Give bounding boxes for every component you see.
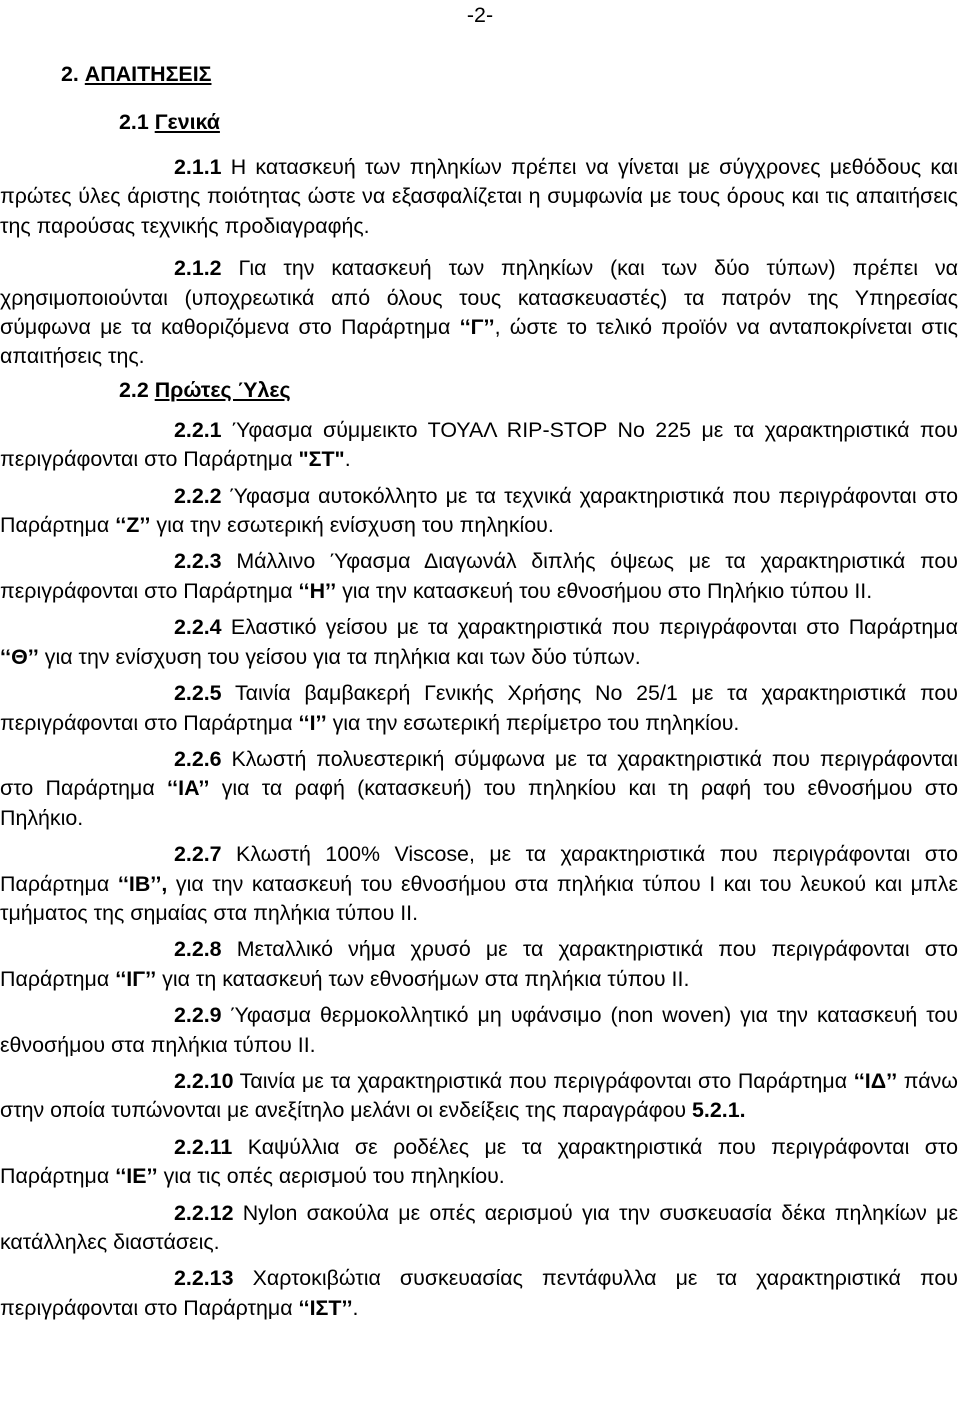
paragraph-indent <box>0 549 174 573</box>
subsection-title: Γενικά <box>154 110 220 134</box>
numbered-paragraph <box>0 1133 958 1192</box>
section-title: ΑΠΑΙΤΗΣΕΙΣ <box>84 62 212 86</box>
document-body <box>0 57 958 1323</box>
numbered-paragraph <box>0 1199 958 1258</box>
paragraph-text: Ύφασμα θερμοκολλητικό μη υφάνσιμο (non woven) για την κατασκευή του εθνοσήμου στα πηλήκια τύπου ΙΙ. <box>0 1003 958 1057</box>
paragraph-indent <box>0 1069 174 1093</box>
paragraph-text-continued: για τα ραφή (κατασκευή) του πηληκίου και τη ραφή του εθνοσήμου στο Πηλήκιο. <box>0 776 958 830</box>
paragraph-text: Μάλλινο Ύφασμα Διαγωνάλ διπλής όψεως με τα χαρακτηριστικά που περιγράφονται στο Παράρτημα <box>0 549 959 603</box>
paragraph-text: Κλωστή πολυεστερική σύμφωνα με τα χαρακτηριστικά που περιγράφονται στο Παράρτημα <box>0 746 958 801</box>
annex-reference: ‘‘Ι’’ <box>298 710 327 735</box>
numbered-paragraph <box>0 745 958 833</box>
paragraph-text: Κλωστή 100% Viscose, με τα χαρακτηριστικά που περιγράφονται στο Παράρτημα <box>0 842 958 896</box>
numbered-paragraph <box>0 547 958 606</box>
paragraph-number: 2.1.1 <box>174 155 222 179</box>
general-requirements-list <box>0 153 958 372</box>
paragraph-number: 2.2.12 <box>174 1200 234 1225</box>
numbered-paragraph <box>0 153 958 241</box>
numbered-paragraph <box>0 1264 958 1323</box>
paragraph-indent <box>0 484 174 508</box>
numbered-paragraph <box>0 840 958 928</box>
numbered-paragraph <box>0 1001 958 1060</box>
paragraph-reference: 5.2.1. <box>692 1098 746 1123</box>
annex-reference: ‘‘ΙΕ’’ <box>115 1164 158 1189</box>
subsection-title: Πρώτες Ύλες <box>154 377 291 402</box>
numbered-paragraph <box>0 935 958 994</box>
paragraph-text-continued: για τη κατασκευή των εθνοσήμων στα πηλήκια τύπου ΙΙ. <box>162 966 690 991</box>
annex-reference: ‘‘ΙΓ’’ <box>115 966 157 991</box>
paragraph-indent <box>0 155 174 179</box>
paragraph-number: 2.2.3 <box>174 549 222 574</box>
paragraph-text: Για την κατασκευή των πηληκίων (και των δύο τύπων) πρέπει να χρησιμοποιούνται (υποχρεωτικά από όλους τους κατασκευαστές) τα πατρόν της Υπηρεσίας σύμφωνα με τα καθοριζόμενα στο Παράρτημα <box>0 256 958 340</box>
paragraph-number: 2.2.9 <box>174 1003 222 1028</box>
paragraph-text: Καψύλλια σε ροδέλες με τα χαρακτηριστικά που περιγράφονται στο Παράρτημα <box>0 1134 958 1189</box>
annex-reference: ‘‘ΙΑ’’ <box>167 776 210 801</box>
paragraph-number: 2.2.2 <box>174 483 222 508</box>
annex-reference: ‘‘ΙΒ’’, <box>117 871 168 896</box>
numbered-paragraph <box>0 482 958 541</box>
paragraph-text-continued: για την κατασκευή του εθνοσήμου στα πηλήκια τύπου Ι και του λευκού και μπλε τμήματος της σημαίας στα πηλήκια τύπου ΙΙ. <box>0 871 958 925</box>
paragraph-number: 2.2.11 <box>174 1134 233 1159</box>
paragraph-text-continued: . <box>352 1295 359 1320</box>
section-heading <box>0 57 958 91</box>
paragraph-indent <box>0 842 174 866</box>
annex-reference: ‘‘ΙΣΤ’’ <box>298 1295 353 1320</box>
paragraph-indent <box>0 747 174 771</box>
paragraph-text: Μεταλλικό νήμα χρυσό με τα χαρακτηριστικά που περιγράφονται στο Παράρτημα <box>0 937 958 991</box>
subsection-heading-materials <box>0 373 958 407</box>
paragraph-number: 2.2.4 <box>174 615 222 640</box>
annex-reference: ‘‘Ζ’’ <box>115 513 151 538</box>
paragraph-indent <box>0 1266 174 1290</box>
paragraph-indent <box>0 937 174 961</box>
paragraph-text: Ύφασμα αυτοκόλλητο με τα τεχνικά χαρακτηριστικά που περιγράφονται στο Παράρτημα <box>0 483 958 538</box>
paragraph-text: Χαρτοκιβώτια συσκευασίας πεντάφυλλα με τα χαρακτηριστικά που περιγράφονται στο Παράρτημα <box>0 1266 958 1320</box>
paragraph-text-continued: για την ενίσχυση του γείσου για τα πηλήκια και των δύο τύπων. <box>44 644 641 669</box>
annex-reference: "ΣΤ" <box>298 447 345 472</box>
annex-reference: ‘‘ΙΔ’’ <box>853 1068 898 1093</box>
paragraph-number: 2.2.5 <box>174 681 222 706</box>
materials-list <box>0 416 958 1323</box>
numbered-paragraph <box>0 416 958 475</box>
paragraph-number: 2.2.10 <box>174 1068 234 1093</box>
paragraph-text: Ταινία βαμβακερή Γενικής Χρήσης Νο 25/1 με τα χαρακτηριστικά που περιγράφονται στο Παράρτημα <box>0 681 959 735</box>
paragraph-text-continued: πάνω στην οποία τυπώνονται με ανεξίτηλο μελάνι οι ενδείξεις της παραγράφου <box>0 1068 958 1123</box>
paragraph-indent <box>0 1201 174 1225</box>
subsection-number: 2.2 <box>119 377 149 402</box>
subsection-heading-general <box>0 105 958 139</box>
subsection-number: 2.1 <box>119 110 149 134</box>
annex-reference: ‘‘Γ’’ <box>459 315 495 340</box>
annex-reference: ‘‘Θ’’ <box>0 644 39 669</box>
paragraph-indent <box>0 1135 174 1159</box>
numbered-paragraph <box>0 254 958 372</box>
paragraph-indent <box>0 418 174 442</box>
page-number: -2- <box>466 3 494 27</box>
paragraph-text: Ελαστικό γείσου με τα χαρακτηριστικά που περιγράφονται στο Παράρτημα <box>230 615 958 640</box>
paragraph-text-continued: για την εσωτερική ενίσχυση του πηληκίου. <box>156 513 554 538</box>
paragraph-text: Η κατασκευή των πηληκίων πρέπει να γίνεται με σύγχρονες μεθόδους και πρώτες ύλες άριστης ποιότητας ώστε να εξασφαλίζεται η συμφωνία με τους όρους και τις απαιτήσεις της παρούσας τεχνικής προδιαγραφής. <box>0 155 958 238</box>
paragraph-text: Ταινία με τα χαρακτηριστικά που περιγράφονται στο Παράρτημα <box>239 1068 848 1093</box>
numbered-paragraph <box>0 1067 958 1126</box>
paragraph-indent <box>0 1003 174 1027</box>
paragraph-text-continued: , ώστε το τελικό προϊόν να ανταποκρίνεται στις απαιτήσεις της. <box>0 315 958 369</box>
paragraph-indent <box>0 615 174 639</box>
paragraph-number: 2.2.8 <box>174 937 222 962</box>
paragraph-number: 2.2.1 <box>174 417 222 442</box>
paragraph-number: 2.1.2 <box>174 256 222 281</box>
paragraph-text-continued: για τις οπές αερισμού του πηληκίου. <box>163 1164 505 1189</box>
paragraph-number: 2.2.13 <box>174 1266 234 1291</box>
paragraph-text-continued: . <box>344 447 351 472</box>
paragraph-text-continued: για την κατασκευή του εθνοσήμου στο Πηλήκιο τύπου ΙΙ. <box>342 578 873 603</box>
numbered-paragraph <box>0 613 958 672</box>
paragraph-text: Ύφασμα σύμμεικτο ΤΟΥΑΛ RIP-STOP No 225 με τα χαρακτηριστικά που περιγράφονται στο Παράρτημα <box>0 417 958 472</box>
numbered-paragraph <box>0 679 958 738</box>
paragraph-text-continued: για την εσωτερική περίμετρο του πηληκίου. <box>332 710 740 735</box>
paragraph-indent <box>0 256 174 280</box>
section-number: 2. <box>61 62 79 86</box>
paragraph-text: Nylon σακούλα με οπές αερισμού για την συσκευασία δέκα πηληκίων με κατάλληλες διαστάσεις. <box>0 1200 958 1254</box>
paragraph-number: 2.2.6 <box>174 746 222 771</box>
paragraph-indent <box>0 681 174 705</box>
annex-reference: ‘‘Η’’ <box>298 578 337 603</box>
paragraph-number: 2.2.7 <box>174 842 222 867</box>
